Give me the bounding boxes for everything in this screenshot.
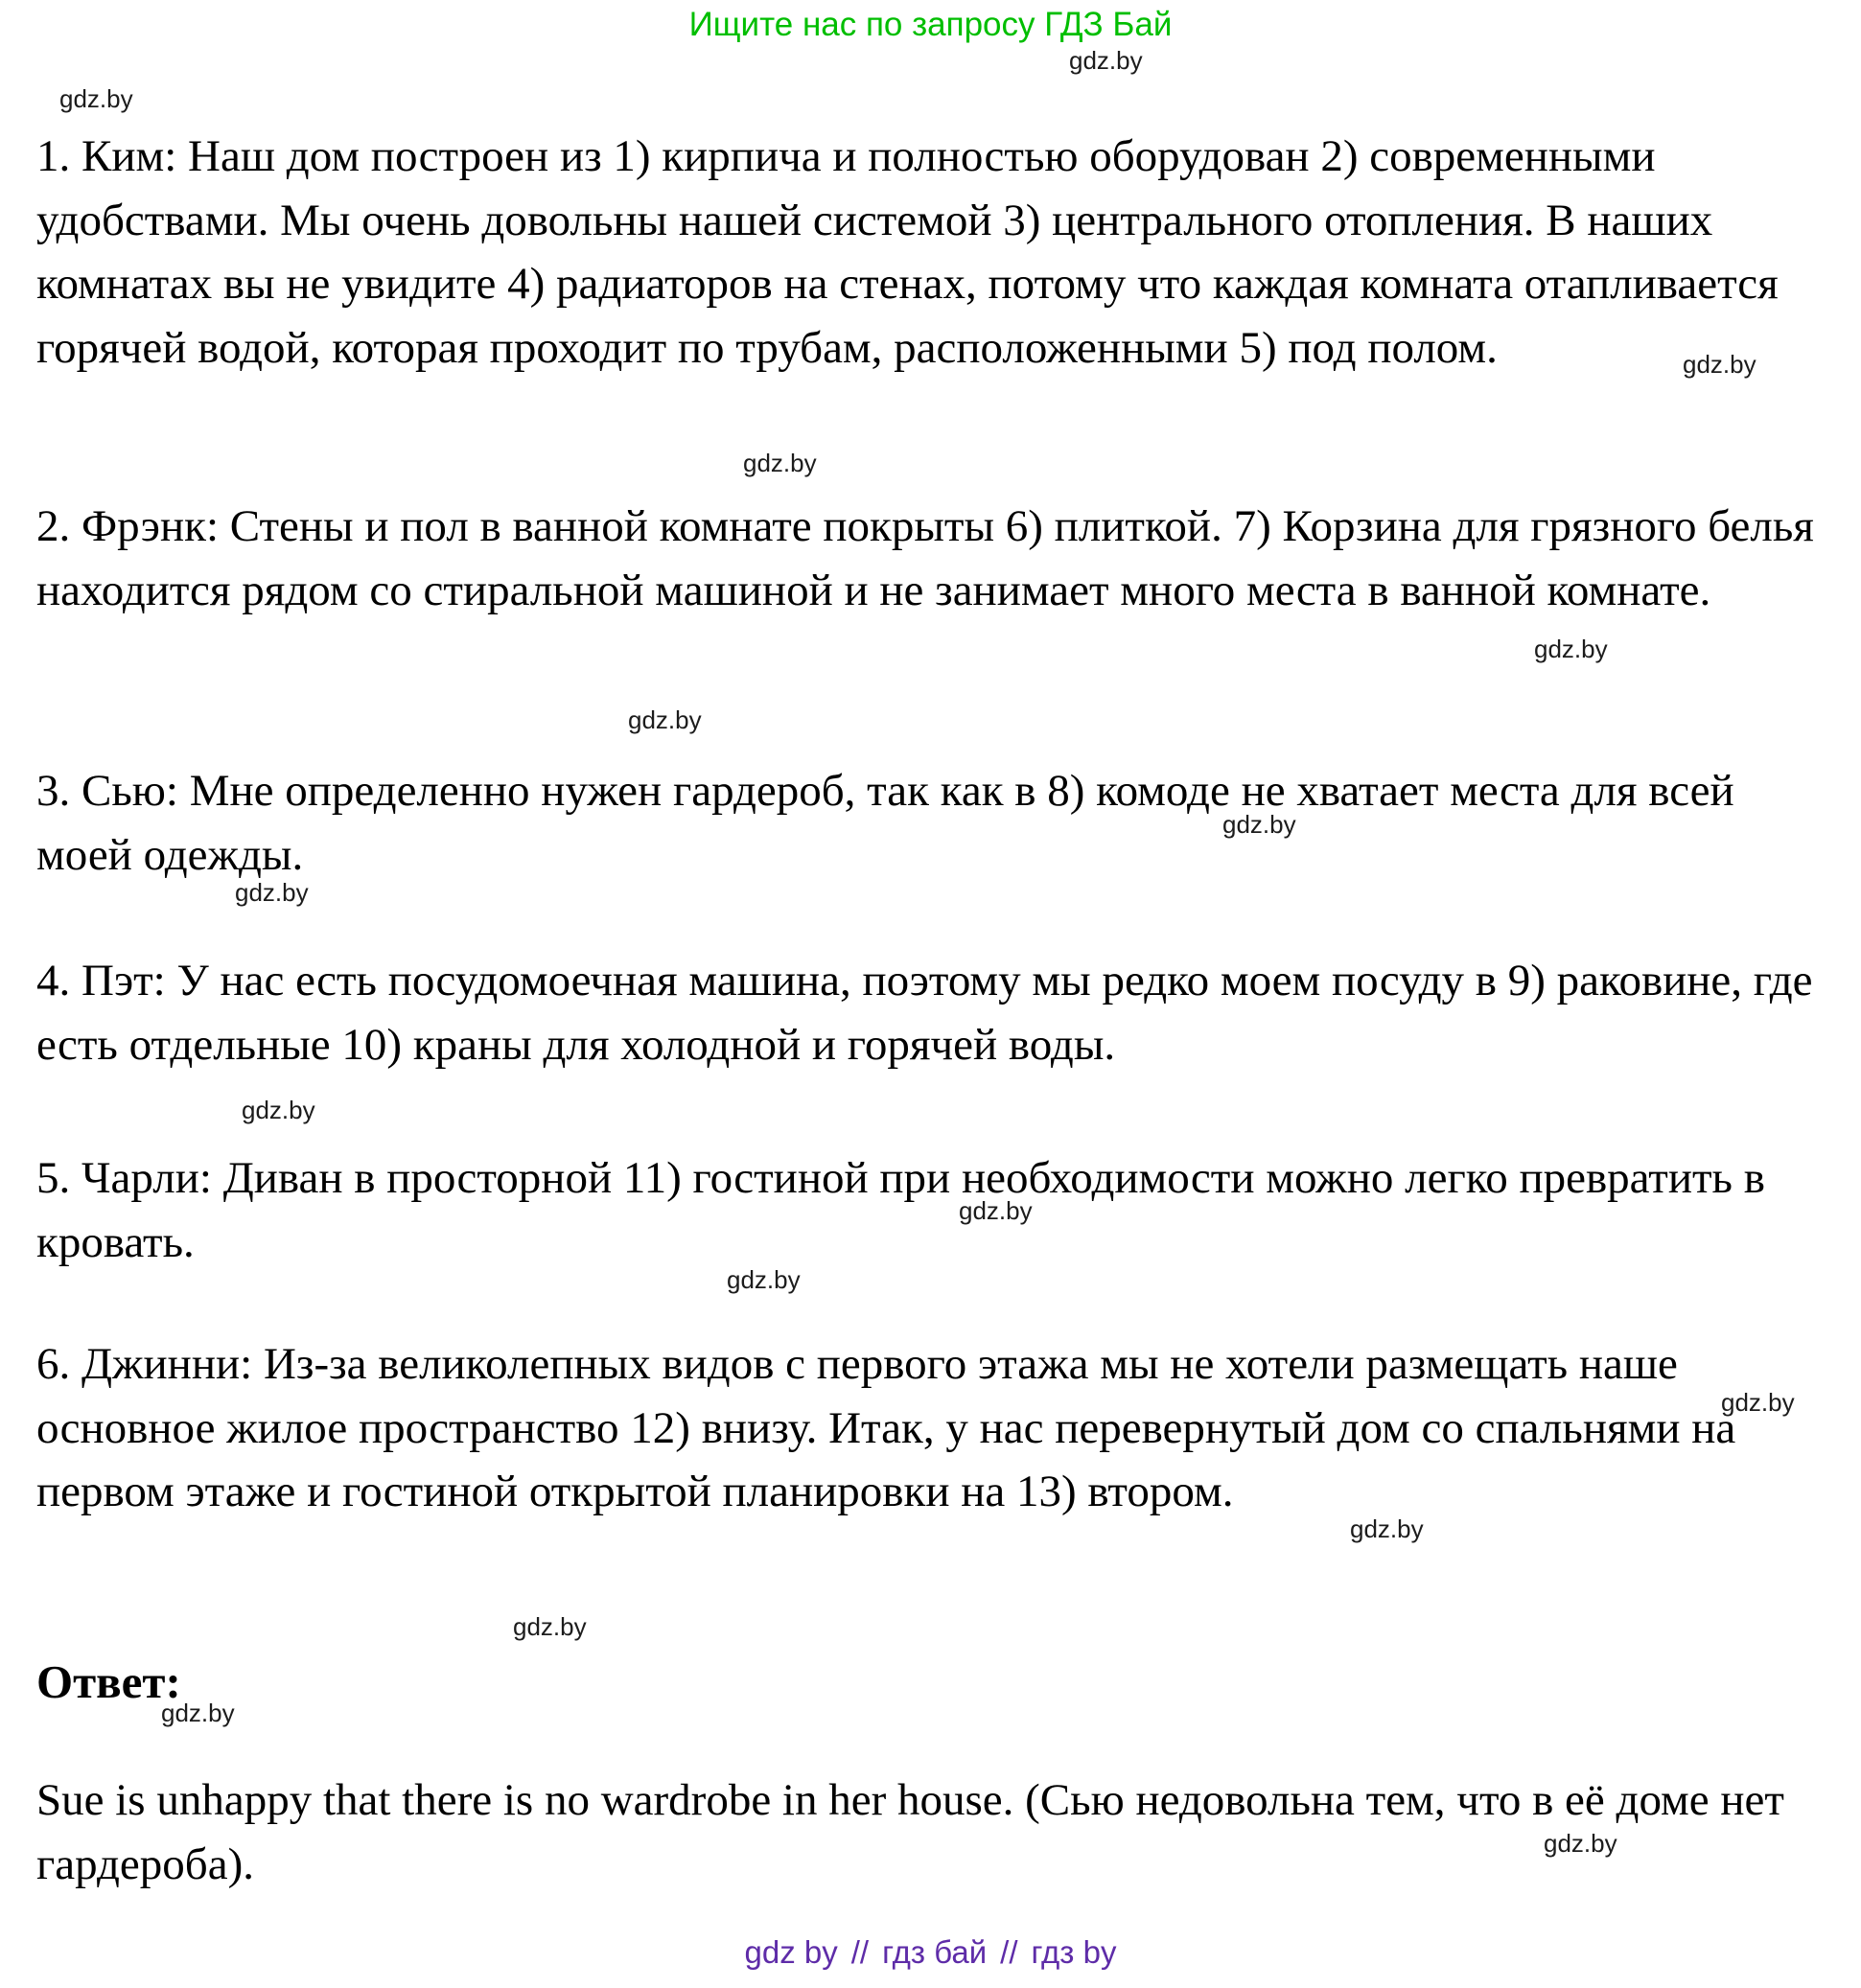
paragraph-3-sue: 3. Сью: Мне определенно нужен гардероб, так как в 8) комоде не хватает места для всей моей одежды. [36, 766, 1734, 880]
watermark: gdz.by [513, 1612, 587, 1641]
answer-text: Sue is unhappy that there is no wardrobe in her house. (Сью недовольна тем, что в её доме нет гардероба). [36, 1775, 1784, 1889]
watermark: gdz.by [727, 1265, 801, 1294]
footer-link-gdz-by-2[interactable]: гдз by [1031, 1934, 1117, 1970]
watermark: gdz.by [1683, 350, 1756, 379]
watermark: gdz.by [1069, 46, 1143, 75]
footer-separator: // [1000, 1934, 1018, 1970]
watermark: gdz.by [628, 705, 702, 734]
watermark: gdz.by [1721, 1388, 1795, 1417]
watermark: gdz.by [959, 1196, 1033, 1225]
watermark: gdz.by [1544, 1829, 1617, 1858]
watermark: gdz.by [161, 1699, 235, 1727]
watermark: gdz.by [242, 1096, 315, 1124]
paragraph-5-charlie: 5. Чарли: Диван в просторной 11) гостиной при необходимости можно легко превратить в кровать. [36, 1153, 1765, 1267]
footer-link-gdz-bai[interactable]: гдз бай [882, 1934, 988, 1970]
watermark: gdz.by [743, 449, 817, 477]
paragraph-6-jinny: 6. Джинни: Из-за великолепных видов с первого этажа мы не хотели размещать наше основное жилое пространство 12) внизу. Итак, у нас перевернутый дом со спальнями на первом этаже и гостиной открытой планировки на 13) втором. [36, 1339, 1736, 1517]
paragraph-2-frank: 2. Фрэнк: Стены и пол в ванной комнате покрыты 6) плиткой. 7) Корзина для грязного белья находится рядом со стиральной машиной и не занимает много места в ванной комнате. [36, 501, 1814, 615]
watermark: gdz.by [1350, 1514, 1424, 1543]
promo-banner: Ищите нас по запросу ГДЗ Бай [688, 6, 1173, 43]
watermark: gdz.by [1534, 635, 1608, 663]
paragraph-1-kim: 1. Ким: Наш дом построен из 1) кирпича и полностью оборудован 2) современными удобствами. Мы очень довольны нашей системой 3) центрального отопления. В наших комнатах вы не увидите 4) радиаторов на стенах, потому что каждая комната отапливается горячей водой, которая проходит по трубам, расположенными 5) под полом. [36, 131, 1779, 374]
paragraph-4-pat: 4. Пэт: У нас есть посудомоечная машина, поэтому мы редко моем посуду в 9) раковине, где есть отдельные 10) краны для холодной и горячей воды. [36, 956, 1813, 1070]
watermark: gdz.by [1222, 810, 1296, 839]
footer-links [0, 1934, 1861, 1971]
footer-link-gdz-by-1[interactable]: gdz by [744, 1934, 838, 1970]
watermark: gdz.by [59, 84, 133, 113]
watermark: gdz.by [235, 878, 309, 907]
answer-label: Ответ: [36, 1655, 181, 1708]
footer-separator: // [850, 1934, 870, 1970]
